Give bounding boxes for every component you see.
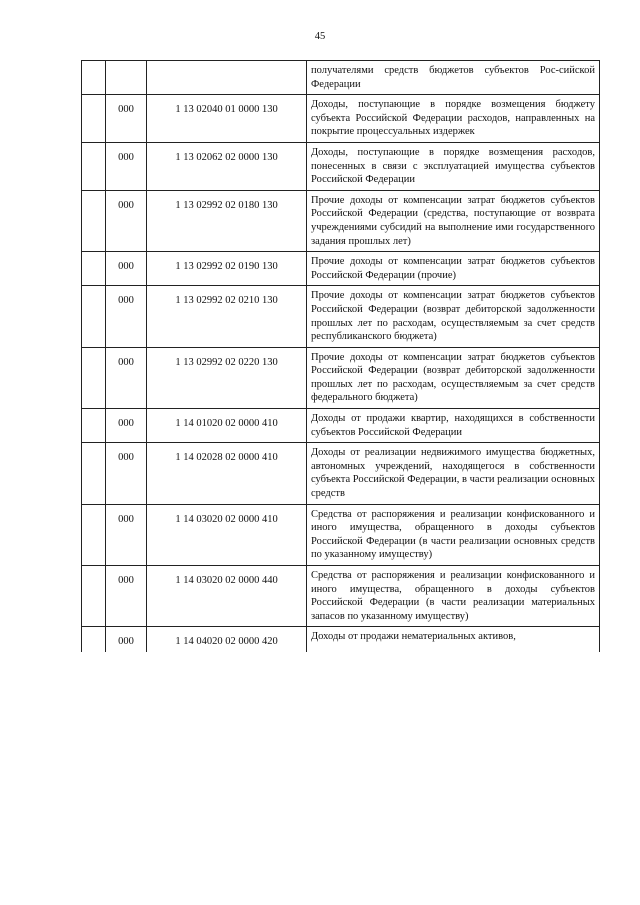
admin-cell: 000	[106, 443, 147, 504]
table-row	[82, 566, 600, 627]
description-cell: Доходы от продажи нематериальных активов,	[307, 627, 600, 652]
index-cell	[82, 95, 106, 143]
table-row	[82, 286, 600, 347]
table-row	[82, 95, 600, 143]
table-row	[82, 409, 600, 443]
admin-cell: 000	[106, 252, 147, 286]
index-cell	[82, 286, 106, 347]
admin-cell: 000	[106, 409, 147, 443]
index-cell	[82, 61, 106, 95]
admin-cell: 000	[106, 504, 147, 565]
code-cell: 1 13 02992 02 0220 130	[147, 347, 307, 408]
code-cell: 1 13 02040 01 0000 130	[147, 95, 307, 143]
description-cell: Доходы, поступающие в порядке возмещения бюджету субъекта Российской Федерации расходов, направленных на покрытие процессуальных издержек	[307, 95, 600, 143]
admin-cell: 000	[106, 566, 147, 627]
description-cell: Прочие доходы от компенсации затрат бюджетов субъектов Российской Федерации (возврат дебиторской задолженности прошлых лет по расходам, осуществляемым за счет средств республиканского бюджета)	[307, 286, 600, 347]
index-cell	[82, 566, 106, 627]
description-cell: Доходы от реализации недвижимого имущества бюджетных, автономных учреждений, находящегося в собственности субъекта Российской Федерации, в части реализации основных средств	[307, 443, 600, 504]
admin-cell: 000	[106, 190, 147, 251]
table-row	[82, 252, 600, 286]
index-cell	[82, 627, 106, 652]
index-cell	[82, 142, 106, 190]
index-cell	[82, 504, 106, 565]
admin-cell: 000	[106, 95, 147, 143]
code-cell	[147, 61, 307, 95]
code-cell: 1 14 03020 02 0000 440	[147, 566, 307, 627]
description-cell: Прочие доходы от компенсации затрат бюджетов субъектов Российской Федерации (возврат дебиторской задолженности прошлых лет по расходам, осуществляемым за счет средств федерального бюджета)	[307, 347, 600, 408]
page-number: 45	[314, 31, 326, 42]
admin-cell: 000	[106, 627, 147, 652]
table-body	[82, 61, 600, 652]
table-row	[82, 504, 600, 565]
index-cell	[82, 443, 106, 504]
description-cell: Средства от распоряжения и реализации конфискованного и иного имущества, обращенного в доходы субъектов Российской Федерации (в части реализации материальных запасов по указанному имуществу)	[307, 566, 600, 627]
table-row	[82, 443, 600, 504]
admin-cell: 000	[106, 286, 147, 347]
admin-cell: 000	[106, 347, 147, 408]
code-cell: 1 13 02992 02 0180 130	[147, 190, 307, 251]
code-cell: 1 14 02028 02 0000 410	[147, 443, 307, 504]
table-row	[82, 627, 600, 652]
table-row	[82, 190, 600, 251]
code-cell: 1 14 04020 02 0000 420	[147, 627, 307, 652]
revenue-codes-table	[81, 60, 600, 652]
description-cell: Средства от распоряжения и реализации конфискованного и иного имущества, обращенного в доходы субъектов Российской Федерации (в части реализации основных средств по указанному имуществу)	[307, 504, 600, 565]
admin-cell	[106, 61, 147, 95]
index-cell	[82, 252, 106, 286]
code-cell: 1 13 02992 02 0210 130	[147, 286, 307, 347]
description-cell: получателями средств бюджетов субъектов Рос-сийской Федерации	[307, 61, 600, 95]
description-cell: Доходы от продажи квартир, находящихся в собственности субъектов Российской Федерации	[307, 409, 600, 443]
admin-cell: 000	[106, 142, 147, 190]
code-cell: 1 14 03020 02 0000 410	[147, 504, 307, 565]
code-cell: 1 13 02062 02 0000 130	[147, 142, 307, 190]
index-cell	[82, 409, 106, 443]
description-cell: Прочие доходы от компенсации затрат бюджетов субъектов Российской Федерации (прочие)	[307, 252, 600, 286]
code-cell: 1 13 02992 02 0190 130	[147, 252, 307, 286]
table-row-continuation	[82, 61, 600, 95]
description-cell: Доходы, поступающие в порядке возмещения расходов, понесенных в связи с эксплуатацией имущества субъектов Российской Федерации	[307, 142, 600, 190]
table-row	[82, 347, 600, 408]
description-cell: Прочие доходы от компенсации затрат бюджетов субъектов Российской Федерации (средства, поступающие от возврата учреждениями субсидий на выполнение ими государственного задания прошлых лет)	[307, 190, 600, 251]
code-cell: 1 14 01020 02 0000 410	[147, 409, 307, 443]
index-cell	[82, 347, 106, 408]
table-row	[82, 142, 600, 190]
index-cell	[82, 190, 106, 251]
